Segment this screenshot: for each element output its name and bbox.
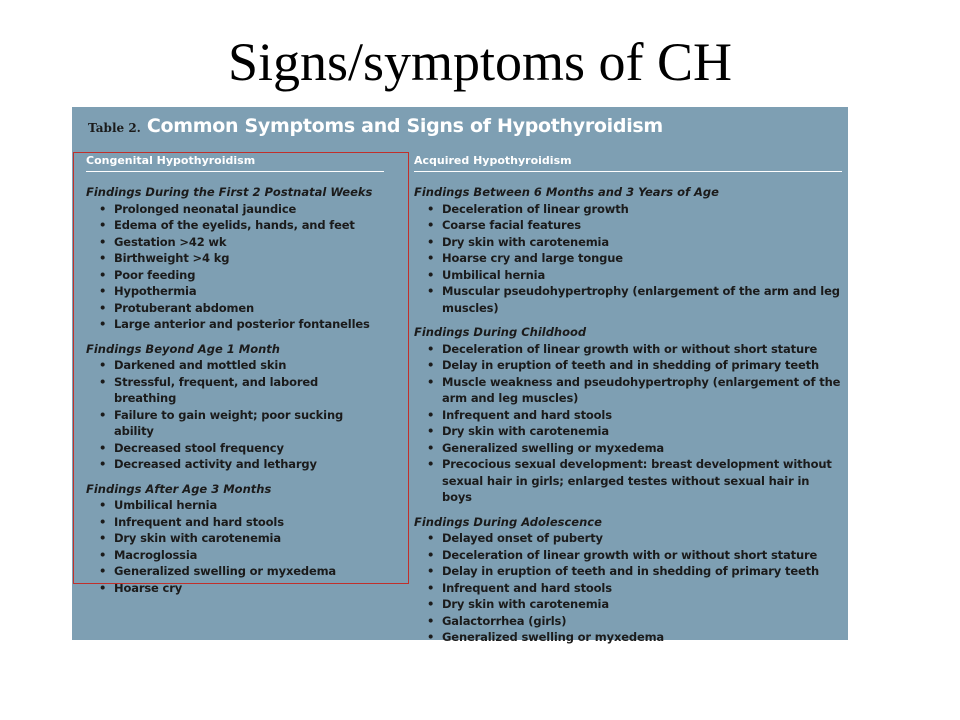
section-title: Findings During Childhood xyxy=(414,325,587,339)
symptom-item: • Hoarse cry xyxy=(86,580,384,597)
symptom-item: • Coarse facial features xyxy=(414,217,842,234)
findings-section xyxy=(86,481,384,597)
symptom-item: • Muscle weakness and pseudohypertrophy (enlargement of the arm and leg muscles) xyxy=(414,374,842,407)
column-header: Acquired Hypothyroidism xyxy=(414,154,842,172)
symptom-item: • Decreased activity and lethargy xyxy=(86,456,384,473)
findings-section xyxy=(414,514,842,646)
findings-section xyxy=(86,341,384,473)
symptom-item: • Deceleration of linear growth xyxy=(414,201,842,218)
column-acquired xyxy=(414,154,842,646)
slide-title: Signs/symptoms of CH xyxy=(227,32,733,92)
findings-section xyxy=(86,184,384,333)
findings-section xyxy=(414,324,842,506)
symptom-list xyxy=(86,357,384,473)
symptom-item: • Infrequent and hard stools xyxy=(414,407,842,424)
table-title: Common Symptoms and Signs of Hypothyroidism xyxy=(146,115,663,137)
symptom-item: • Generalized swelling or myxedema xyxy=(86,563,384,580)
symptom-item: • Deceleration of linear growth with or without short stature xyxy=(414,547,842,564)
findings-section xyxy=(414,184,842,316)
symptom-item: • Dry skin with carotenemia xyxy=(414,423,842,440)
symptom-item: • Failure to gain weight; poor sucking ability xyxy=(86,407,384,440)
column-header: Congenital Hypothyroidism xyxy=(86,154,384,172)
symptom-item: • Macroglossia xyxy=(86,547,384,564)
symptom-item: • Poor feeding xyxy=(86,267,384,284)
section-title: Findings During Adolescence xyxy=(414,514,602,529)
section-title: Findings During the First 2 Postnatal Weeks xyxy=(86,185,373,199)
symptom-item: • Dry skin with carotenemia xyxy=(414,596,842,613)
table-number: Table 2. xyxy=(88,121,141,135)
symptom-item: • Umbilical hernia xyxy=(414,267,842,284)
symptom-item: • Generalized swelling or myxedema xyxy=(414,440,842,457)
symptom-item: • Precocious sexual development: breast development without sexual hair in girls; enlarged testes without sexual hair in boys xyxy=(414,456,842,506)
symptom-item: • Muscular pseudohypertrophy (enlargement of the arm and leg muscles) xyxy=(414,283,842,316)
table-heading xyxy=(88,115,663,137)
symptom-item: • Delay in eruption of teeth and in shedding of primary teeth xyxy=(414,357,842,374)
symptom-item: • Infrequent and hard stools xyxy=(414,580,842,597)
section-title: Findings Beyond Age 1 Month xyxy=(86,341,280,356)
symptom-list xyxy=(414,341,842,506)
symptom-list xyxy=(414,530,842,646)
symptom-item: • Hypothermia xyxy=(86,283,384,300)
symptom-list xyxy=(86,497,384,596)
symptom-item: • Galactorrhea (girls) xyxy=(414,613,842,630)
symptom-item: • Birthweight >4 kg xyxy=(86,250,384,267)
symptom-item: • Protuberant abdomen xyxy=(86,300,384,317)
symptom-list xyxy=(414,201,842,317)
table-image xyxy=(72,107,848,644)
symptom-item: • Dry skin with carotenemia xyxy=(86,530,384,547)
symptom-item: • Stressful, frequent, and labored breathing xyxy=(86,374,384,407)
symptom-item: • Hoarse cry and large tongue xyxy=(414,250,842,267)
symptom-item: • Infrequent and hard stools xyxy=(86,514,384,531)
symptom-item: • Generalized swelling or myxedema xyxy=(414,629,842,646)
column-congenital xyxy=(86,154,384,596)
symptom-item: • Prolonged neonatal jaundice xyxy=(86,201,384,218)
symptom-item: • Deceleration of linear growth with or without short stature xyxy=(414,341,842,358)
symptom-item: • Delay in eruption of teeth and in shedding of primary teeth xyxy=(414,563,842,580)
symptom-item: • Darkened and mottled skin xyxy=(86,357,384,374)
symptom-item: • Dry skin with carotenemia xyxy=(414,234,842,251)
symptom-list xyxy=(86,201,384,333)
symptom-item: • Delayed onset of puberty xyxy=(414,530,842,547)
section-title: Findings After Age 3 Months xyxy=(86,481,272,496)
symptom-item: • Edema of the eyelids, hands, and feet xyxy=(86,217,384,234)
symptom-item: • Umbilical hernia xyxy=(86,497,384,514)
symptom-item: • Gestation >42 wk xyxy=(86,234,384,251)
section-title: Findings Between 6 Months and 3 Years of Age xyxy=(414,185,719,199)
symptom-item: • Decreased stool frequency xyxy=(86,440,384,457)
symptom-item: • Large anterior and posterior fontanelles xyxy=(86,316,384,333)
